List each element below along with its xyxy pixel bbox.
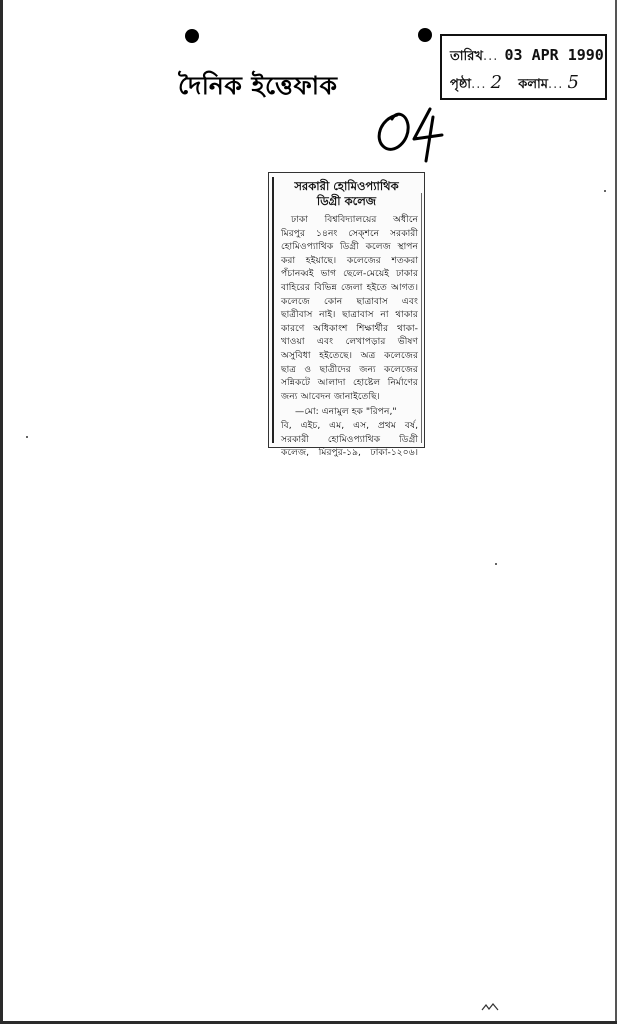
clipping-edge bbox=[421, 193, 422, 443]
clipping-title-line-1: সরকারী হোমিওপ্যাথিক bbox=[294, 179, 399, 193]
clipping-title-line-2: ডিগ্রী কলেজ bbox=[316, 194, 377, 208]
signature-line-4: কলেজ, মিরপুর-১৯, ঢাকা-১২০৬। bbox=[281, 447, 418, 459]
clipping-body: ঢাকা বিশ্ববিদ্যালয়ের অধীনে মিরপুর ১৪নং সেক্শনে সরকারী হোমিওপ্যাথিক ডিগ্রী কলেজ স্থাপন করা হইয়াছে। কলেজের শতকরা পঁচানব্বই ভাগ ছেলে-মেয়েই ঢাকার বাহিরের বিভিন্ন জেলা হইতে আগত। কলেজে কোন ছাত্রাবাস এবং ছাত্রীবাস নাই। ছাত্রাবাস না থাকার কারণে অধিকাংশ শিক্ষার্থীর থাকা-খাওয়া এবং লেখাপড়ার ভীষণ অসুবিধা হইতেছে। অত্র কলেজের ছাত্র ও ছাত্রীদের জন্য কলেজের সন্নিকটে আলাদা হোষ্টেল নির্মাণের জন্য আবেদন জানাইতেছি। bbox=[281, 214, 418, 402]
stamp-page-label: পৃষ্ঠা bbox=[450, 77, 472, 92]
signature-line-2: বি, এইচ, এম, এস, প্রথম বর্ষ, bbox=[281, 419, 418, 431]
clipping-title bbox=[269, 179, 424, 209]
date-stamp bbox=[440, 34, 607, 100]
handwritten-folio-number bbox=[370, 95, 450, 165]
scan-speck bbox=[26, 436, 28, 438]
scan-speck bbox=[604, 190, 606, 192]
stamp-date-value: 03 APR 1990 bbox=[504, 46, 604, 64]
scan-edge-left bbox=[0, 0, 3, 1024]
newspaper-clipping bbox=[268, 172, 425, 459]
punch-hole-left bbox=[185, 29, 199, 43]
scan-speck bbox=[495, 563, 497, 565]
punch-hole-right bbox=[418, 28, 432, 42]
newspaper-name: দৈনিক ইত্তেফাক bbox=[178, 71, 338, 100]
stamp-column-value: 5 bbox=[567, 72, 579, 93]
stamp-page-row: পৃষ্ঠা... 2 কলাম... 5 bbox=[450, 72, 579, 93]
stamp-page-value: 2 bbox=[490, 72, 503, 93]
clipping-signature bbox=[269, 403, 424, 459]
signature-line-3: সরকারী হোমিওপ্যাথিক ডিগ্রী bbox=[281, 433, 418, 445]
clipping-rule bbox=[272, 177, 274, 443]
stamp-date-row: তারিখ... 03 APR 1990 bbox=[450, 46, 604, 64]
stamp-column-label: কলাম bbox=[518, 77, 548, 92]
stamp-date-label: তারিখ bbox=[450, 49, 483, 64]
scan-smudge bbox=[480, 1002, 500, 1012]
signature-line-1: —মো: এনামুল হক "রিপন," bbox=[295, 406, 397, 418]
